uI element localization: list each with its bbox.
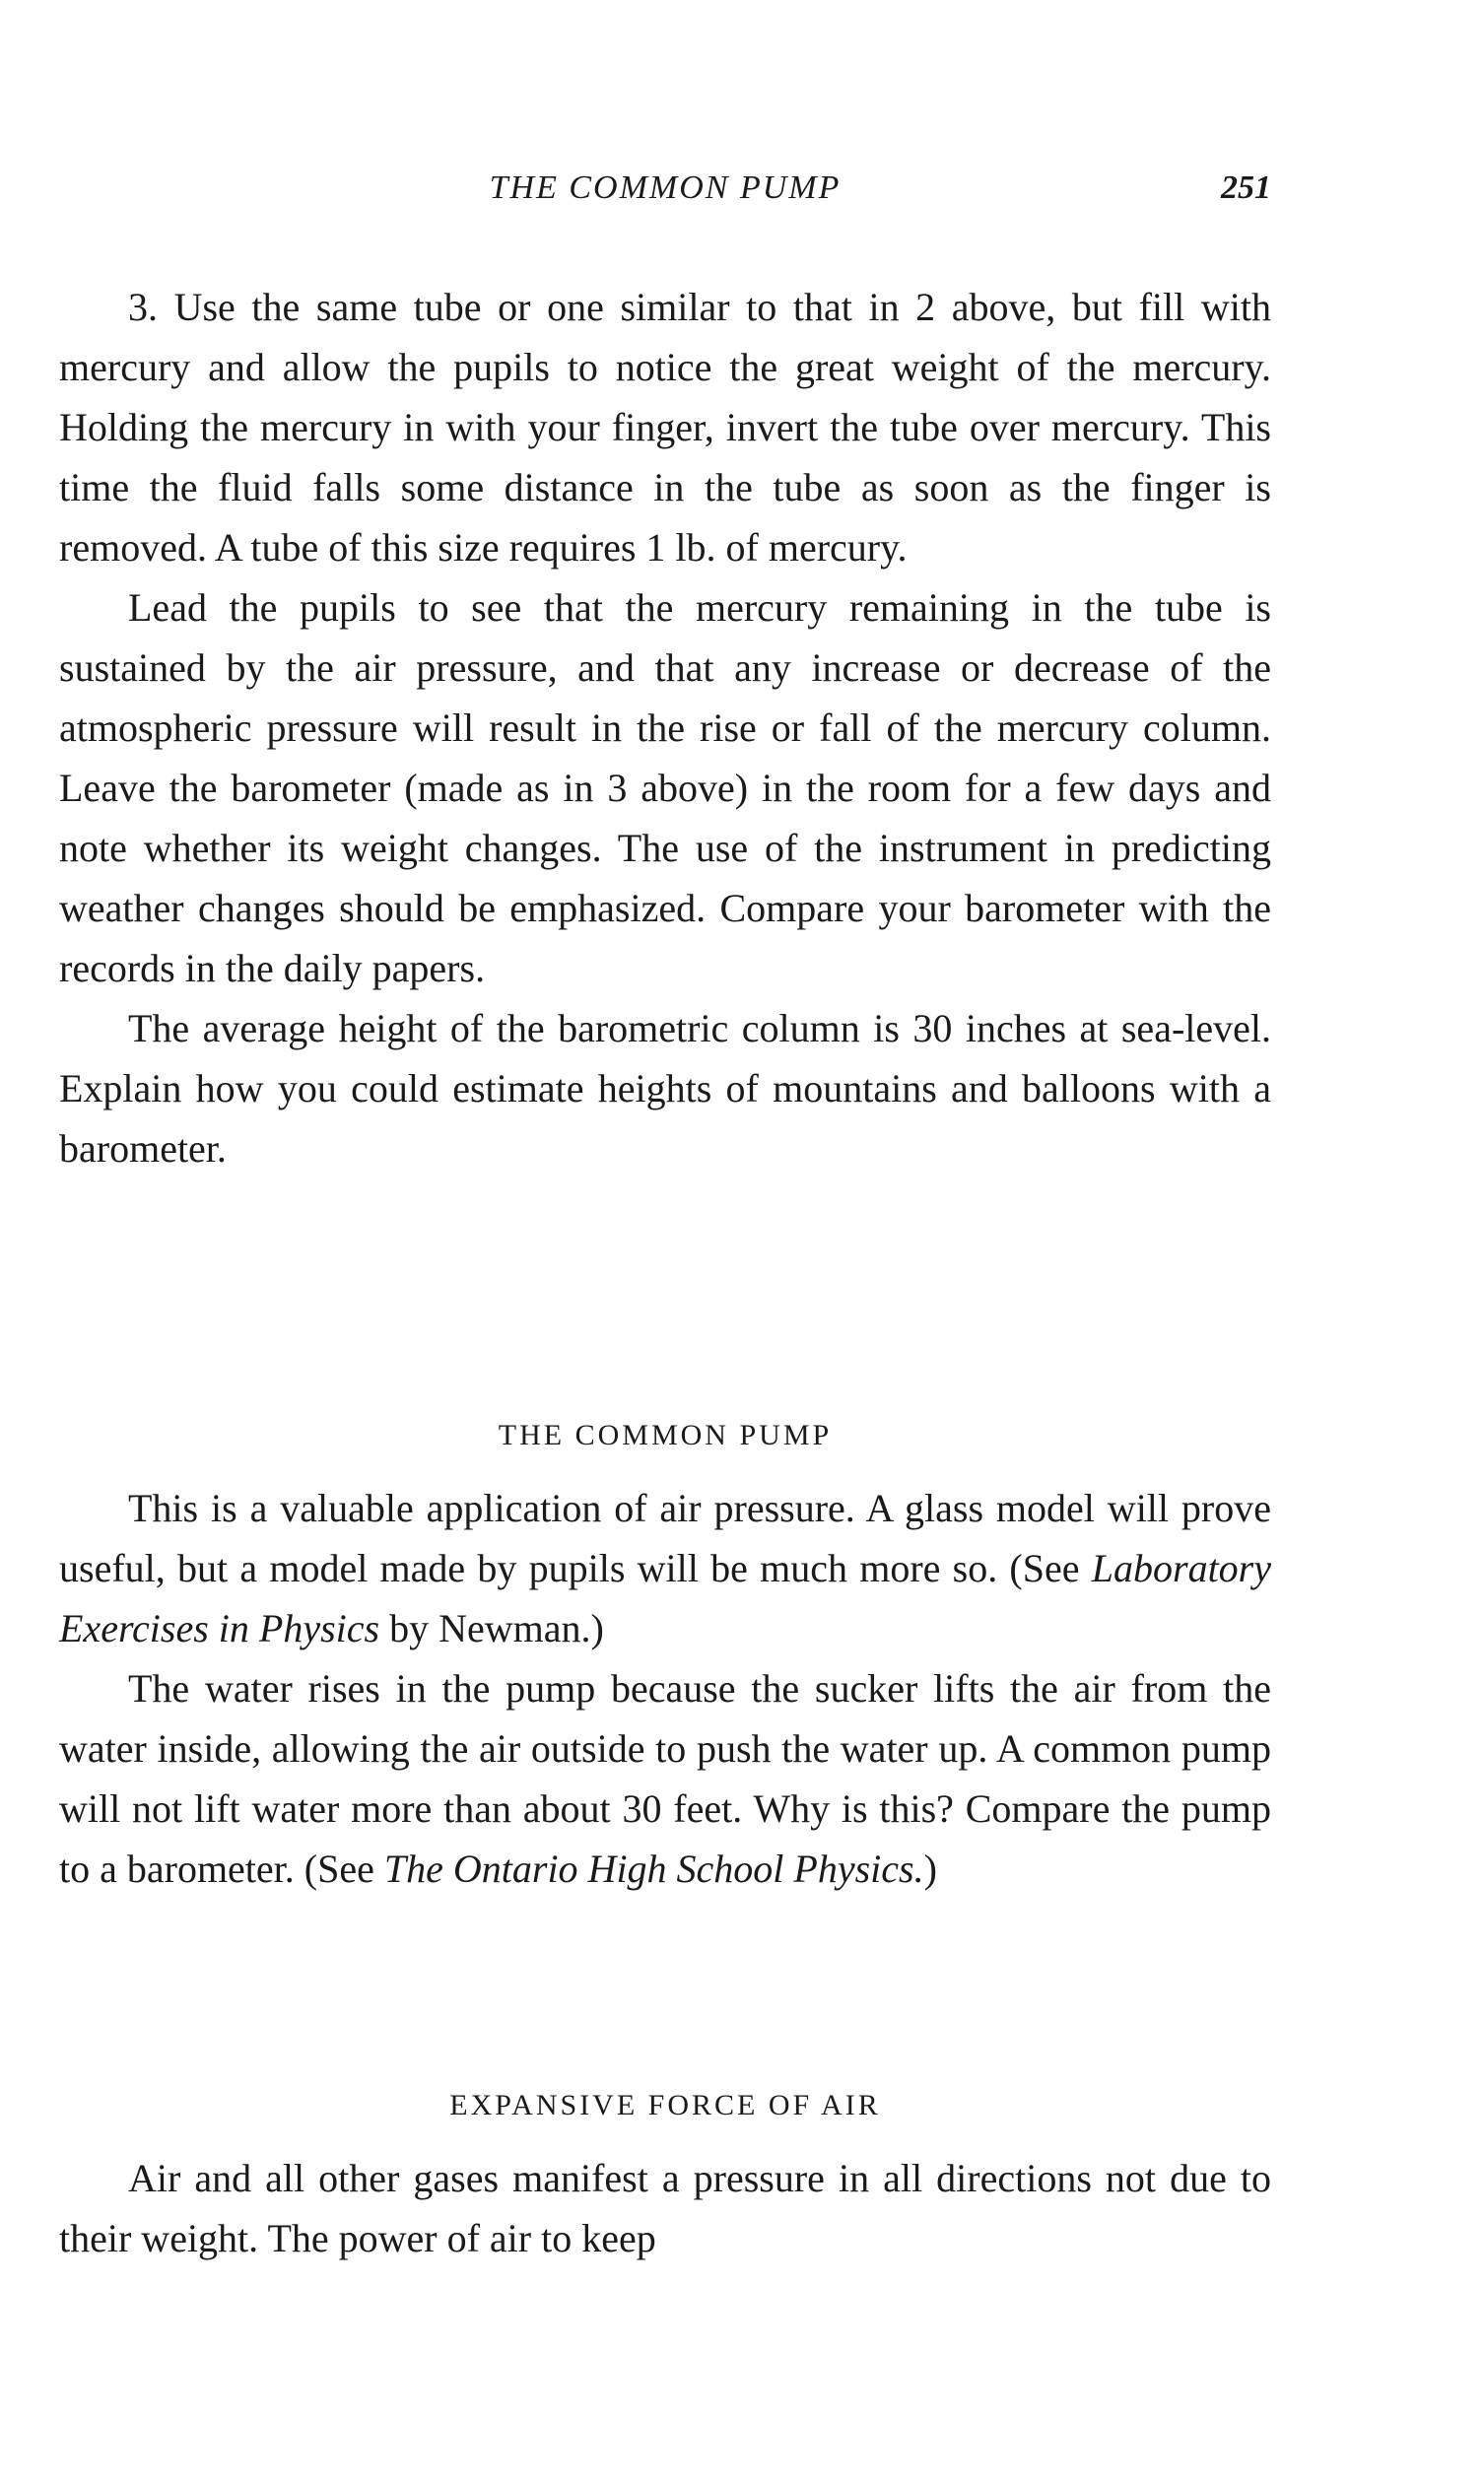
- expansive-section: [59, 2148, 1271, 2268]
- heading-expansive-force: EXPANSIVE FORCE OF AIR: [449, 2089, 881, 2121]
- barometer-section: [59, 277, 1271, 1178]
- heading-common-pump: THE COMMON PUMP: [498, 1419, 833, 1451]
- pump-mechanism-text-end: ): [923, 1847, 937, 1891]
- book-title-ontario-physics: The Ontario High School Physics.: [383, 1847, 924, 1891]
- pump-model-text: This is a valuable application of air pressure. A glass model will prove useful, but a model made by pupils will be much more so. (See: [59, 1486, 1271, 1590]
- pump-model-text-end: by Newman.): [379, 1606, 604, 1650]
- paragraph-air-pressure: Lead the pupils to see that the mercury remaining in the tube is sustained by the air pressure, and that any increase or decrease of the atmospheric pressure will result in the rise or fall of the mercury column. Leave the barometer (made as in 3 above) in the room for a few days and note whether its weight changes. The use of the instrument in predicting weather changes should be emphasized. Compare your barometer with the records in the daily papers.: [59, 585, 1271, 990]
- paragraph-pump-model: [59, 1478, 1271, 1658]
- pump-mechanism-text: The water rises in the pump because the sucker lifts the air from the water inside, allowing the air outside to push the water up. A common pump will not lift water more than about 30 feet. Why is this? Compare the pump to a barometer. (See: [59, 1666, 1271, 1891]
- page-number: 251: [1221, 169, 1271, 206]
- running-title: THE COMMON PUMP: [489, 169, 842, 206]
- running-head: [59, 169, 1271, 217]
- paragraph-barometric-height: The average height of the barometric column is 30 inches at sea-level. Explain how you could estimate heights of mountains and balloons with a barometer.: [59, 1006, 1271, 1171]
- book-title-laboratory-exercises: Laboratory Exercises in Physics: [59, 1546, 1271, 1650]
- pump-section: [59, 1478, 1271, 1899]
- paragraph-pump-mechanism: [59, 1658, 1271, 1899]
- paragraph-mercury-tube: 3. Use the same tube or one similar to that in 2 above, but fill with mercury and allow the pupils to notice the great weight of the mercury. Holding the mercury in with your finger, invert the tube over mercury. This time the fluid falls some distance in the tube as soon as the finger is removed. A tube of this size requires 1 lb. of mercury.: [59, 285, 1271, 570]
- paragraph-gas-pressure: Air and all other gases manifest a pressure in all directions not due to their weight. The power of air to keep: [59, 2156, 1271, 2260]
